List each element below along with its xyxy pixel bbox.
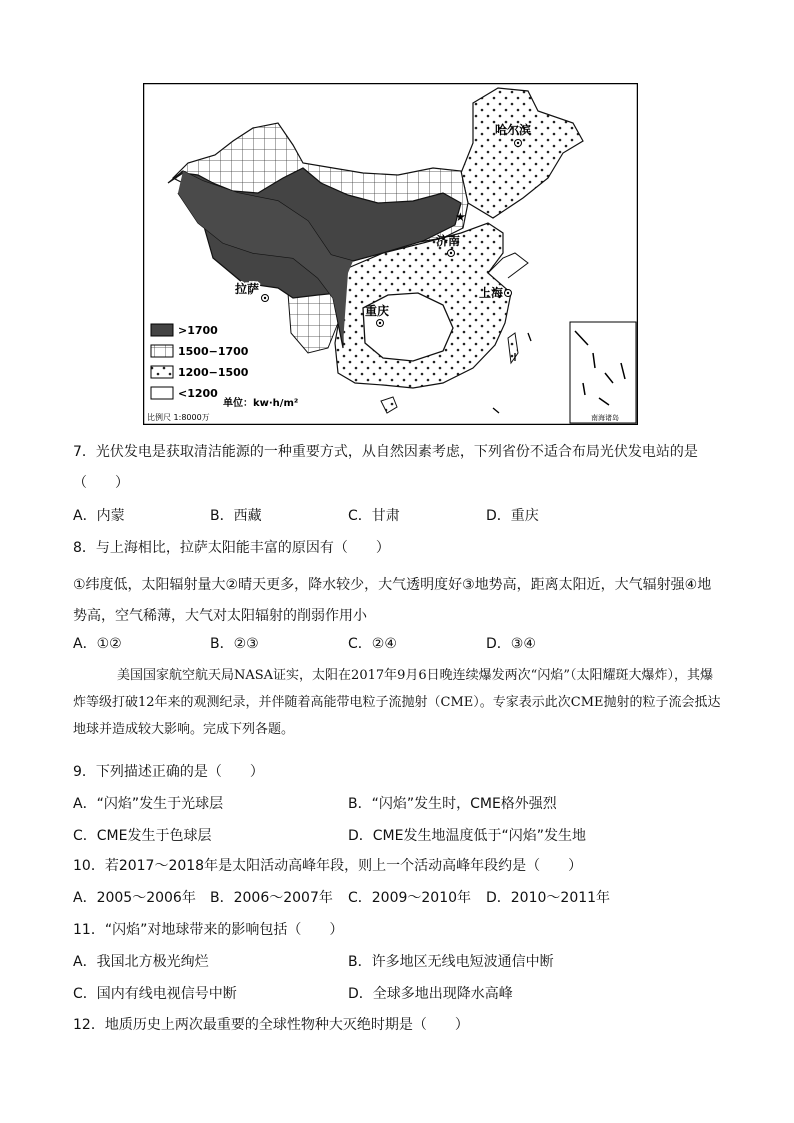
solar-radiation-map [143,83,638,425]
question-11-stem: 11．“闪焰”对地球带来的影响包括（ ） [73,922,344,938]
q10-option-a[interactable]: A．2005～2006年 [73,890,196,906]
q7-option-c[interactable]: C．甘肃 [348,508,400,524]
q9-option-d[interactable]: D．CME发生地温度低于“闪焰”发生地 [348,828,586,844]
q11-option-c[interactable]: C．国内有线电视信号中断 [73,986,237,1002]
svg-text:上海: 上海 [479,286,504,300]
svg-text:★: ★ [455,210,466,224]
q8-option-d[interactable]: D．③④ [486,636,536,652]
svg-text:哈尔滨: 哈尔滨 [495,123,532,137]
svg-text:<1200: <1200 [178,387,218,400]
q10-option-b[interactable]: B．2006～2007年 [210,890,333,906]
q10-option-d[interactable]: D．2010～2011年 [486,890,611,906]
q11-option-b[interactable]: B．许多地区无线电短波通信中断 [348,954,554,970]
question-9-stem: 9．下列描述正确的是（ ） [73,764,264,780]
question-12-stem: 12．地质历史上两次最重要的全球性物种大灭绝时期是（ ） [73,1017,469,1033]
svg-text:济南: 济南 [436,234,461,248]
q8-option-a[interactable]: A．①② [73,636,122,652]
q7-option-b[interactable]: B．西藏 [210,508,262,524]
reading-passage: 美国国家航空航天局NASA证实，太阳在2017年9月6日晚连续爆发两次“闪焰”（太阳耀斑大爆炸），其爆炸等级打破12年来的观测纪录，并伴随着高能带电粒子流抛射（CME）。专家表示此次CME抛射的粒子流会抵达地球并造成较大影响。完成下列各题。 [73,668,721,737]
q9-option-b[interactable]: B．“闪焰”发生时，CME格外强烈 [348,796,557,812]
svg-text:单位：kw·h/m²: 单位：kw·h/m² [223,398,299,409]
q8-option-b[interactable]: B．②③ [210,636,259,652]
q8-option-c[interactable]: C．②④ [348,636,397,652]
question-7-stem: 7．光伏发电是获取清洁能源的一种重要方式，从自然因素考虑，下列省份不适合布局光伏发电站的是 [73,444,698,460]
question-7-paren: （ ） [73,475,129,491]
svg-text:拉萨: 拉萨 [235,282,260,296]
svg-text:>1700: >1700 [178,324,218,337]
svg-text:南海诸岛: 南海诸岛 [591,414,619,422]
q9-option-a[interactable]: A．“闪焰”发生于光球层 [73,796,224,812]
map-scale: 比例尺 1:8000万 [147,413,210,422]
svg-text:重庆: 重庆 [365,304,390,318]
q7-option-d[interactable]: D．重庆 [486,508,539,524]
q9-option-c[interactable]: C．CME发生于色球层 [73,828,212,844]
q11-option-d[interactable]: D．全球多地出现降水高峰 [348,986,513,1002]
svg-text:1200−1500: 1200−1500 [178,366,249,379]
q7-option-a[interactable]: A．内蒙 [73,508,125,524]
q11-option-a[interactable]: A．我国北方极光绚烂 [73,954,209,970]
capital-star-icon [455,210,466,224]
question-8-body: ①纬度低，太阳辐射量大②晴天更多，降水较少，大气透明度好③地势高，距离太阳近，大气辐射强④地势高，空气稀薄，大气对太阳辐射的削弱作用小 [73,577,712,624]
question-8-stem: 8．与上海相比，拉萨太阳能丰富的原因有（ ） [73,540,390,556]
svg-text:1500−1700: 1500−1700 [178,345,249,358]
question-10-stem: 10．若2017～2018年是太阳活动高峰年段，则上一个活动高峰年段约是（ ） [73,858,583,874]
south-china-sea-inset [570,322,636,423]
q10-option-c[interactable]: C．2009～2010年 [348,890,472,906]
